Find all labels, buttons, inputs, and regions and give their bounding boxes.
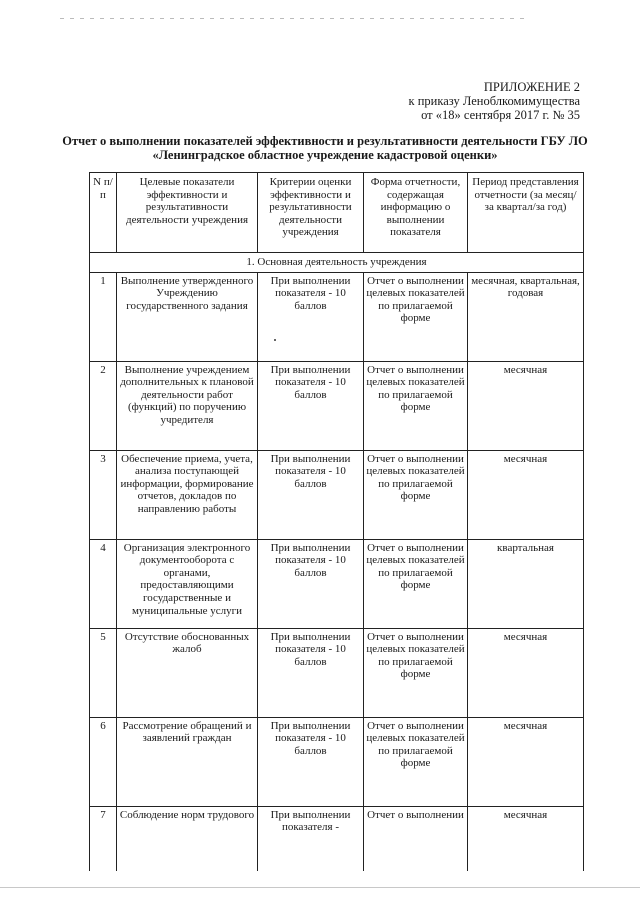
row-criteria: При выполнении показателя - 10 баллов — [258, 272, 364, 361]
header-period: Период представления отчетности (за месяц/за квартал/за год) — [468, 173, 584, 253]
section-title: 1. Основная деятельность учреждения — [90, 253, 584, 273]
scan-speck — [274, 339, 276, 341]
row-period: месячная, квартальная, годовая — [468, 272, 584, 361]
table-row — [90, 539, 584, 628]
row-number: 1 — [90, 272, 117, 361]
header-criteria: Критерии оценки эффективности и результативности деятельности учреждения — [258, 173, 364, 253]
row-number: 7 — [90, 806, 117, 871]
report-title — [60, 134, 590, 162]
row-criteria: При выполнении показателя - 10 баллов — [258, 717, 364, 806]
header-number: N п/п — [90, 173, 117, 253]
table-row — [90, 361, 584, 450]
report-title-line-2: «Ленинградское областное учреждение кадастровой оценки» — [152, 148, 498, 162]
row-indicator: Соблюдение норм трудового — [117, 806, 258, 871]
row-indicator: Выполнение утвержденного Учреждению государственного задания — [117, 272, 258, 361]
order-date: от «18» сентября 2017 г. № 35 — [421, 108, 580, 122]
table-row — [90, 272, 584, 361]
row-period: месячная — [468, 450, 584, 539]
row-indicator: Рассмотрение обращений и заявлений граждан — [117, 717, 258, 806]
row-period: месячная — [468, 717, 584, 806]
row-number: 2 — [90, 361, 117, 450]
table-row — [90, 450, 584, 539]
row-indicator: Обеспечение приема, учета, анализа поступающей информации, формирование отчетов, докладов по направлению работы — [117, 450, 258, 539]
row-report-form: Отчет о выполнении целевых показателей по прилагаемой форме — [364, 539, 468, 628]
row-report-form: Отчет о выполнении — [364, 806, 468, 871]
table-row — [90, 628, 584, 717]
header-report-form: Форма отчетности, содержащая информацию о выполнении показателя — [364, 173, 468, 253]
table-row — [90, 717, 584, 806]
row-number: 6 — [90, 717, 117, 806]
header-indicator: Целевые показатели эффективности и результативности деятельности учреждения — [117, 173, 258, 253]
row-indicator: Организация электронного документооборота с органами, предоставляющими государственные и муниципальные услуги — [117, 539, 258, 628]
table-header-row — [90, 173, 584, 253]
row-period: месячная — [468, 806, 584, 871]
scan-artifact-bottom — [0, 887, 640, 888]
row-number: 3 — [90, 450, 117, 539]
row-report-form: Отчет о выполнении целевых показателей по прилагаемой форме — [364, 628, 468, 717]
row-indicator: Отсутствие обоснованных жалоб — [117, 628, 258, 717]
row-criteria: При выполнении показателя - 10 баллов — [258, 628, 364, 717]
row-number: 5 — [90, 628, 117, 717]
row-criteria: При выполнении показателя - 10 баллов — [258, 450, 364, 539]
row-criteria: При выполнении показателя - 10 баллов — [258, 539, 364, 628]
scan-artifact-top — [60, 18, 530, 19]
report-title-line-1: Отчет о выполнении показателей эффективности и результативности деятельности ГБУ ЛО — [62, 134, 588, 148]
row-report-form: Отчет о выполнении целевых показателей по прилагаемой форме — [364, 450, 468, 539]
appendix-label: ПРИЛОЖЕНИЕ 2 — [483, 80, 580, 94]
row-period: месячная — [468, 628, 584, 717]
row-report-form: Отчет о выполнении целевых показателей по прилагаемой форме — [364, 361, 468, 450]
row-criteria: При выполнении показателя - 10 баллов — [258, 361, 364, 450]
appendix-header — [409, 80, 580, 122]
section-row — [90, 253, 584, 273]
indicators-table — [89, 172, 584, 871]
row-criteria: При выполнении показателя - — [258, 806, 364, 871]
table-row — [90, 806, 584, 871]
row-number: 4 — [90, 539, 117, 628]
row-report-form: Отчет о выполнении целевых показателей по прилагаемой форме — [364, 717, 468, 806]
order-reference: к приказу Леноблкомимущества — [408, 94, 580, 108]
row-period: месячная — [468, 361, 584, 450]
row-indicator: Выполнение учреждением дополнительных к плановой деятельности работ (функций) по поручению учредителя — [117, 361, 258, 450]
row-period: квартальная — [468, 539, 584, 628]
row-report-form: Отчет о выполнении целевых показателей по прилагаемой форме — [364, 272, 468, 361]
